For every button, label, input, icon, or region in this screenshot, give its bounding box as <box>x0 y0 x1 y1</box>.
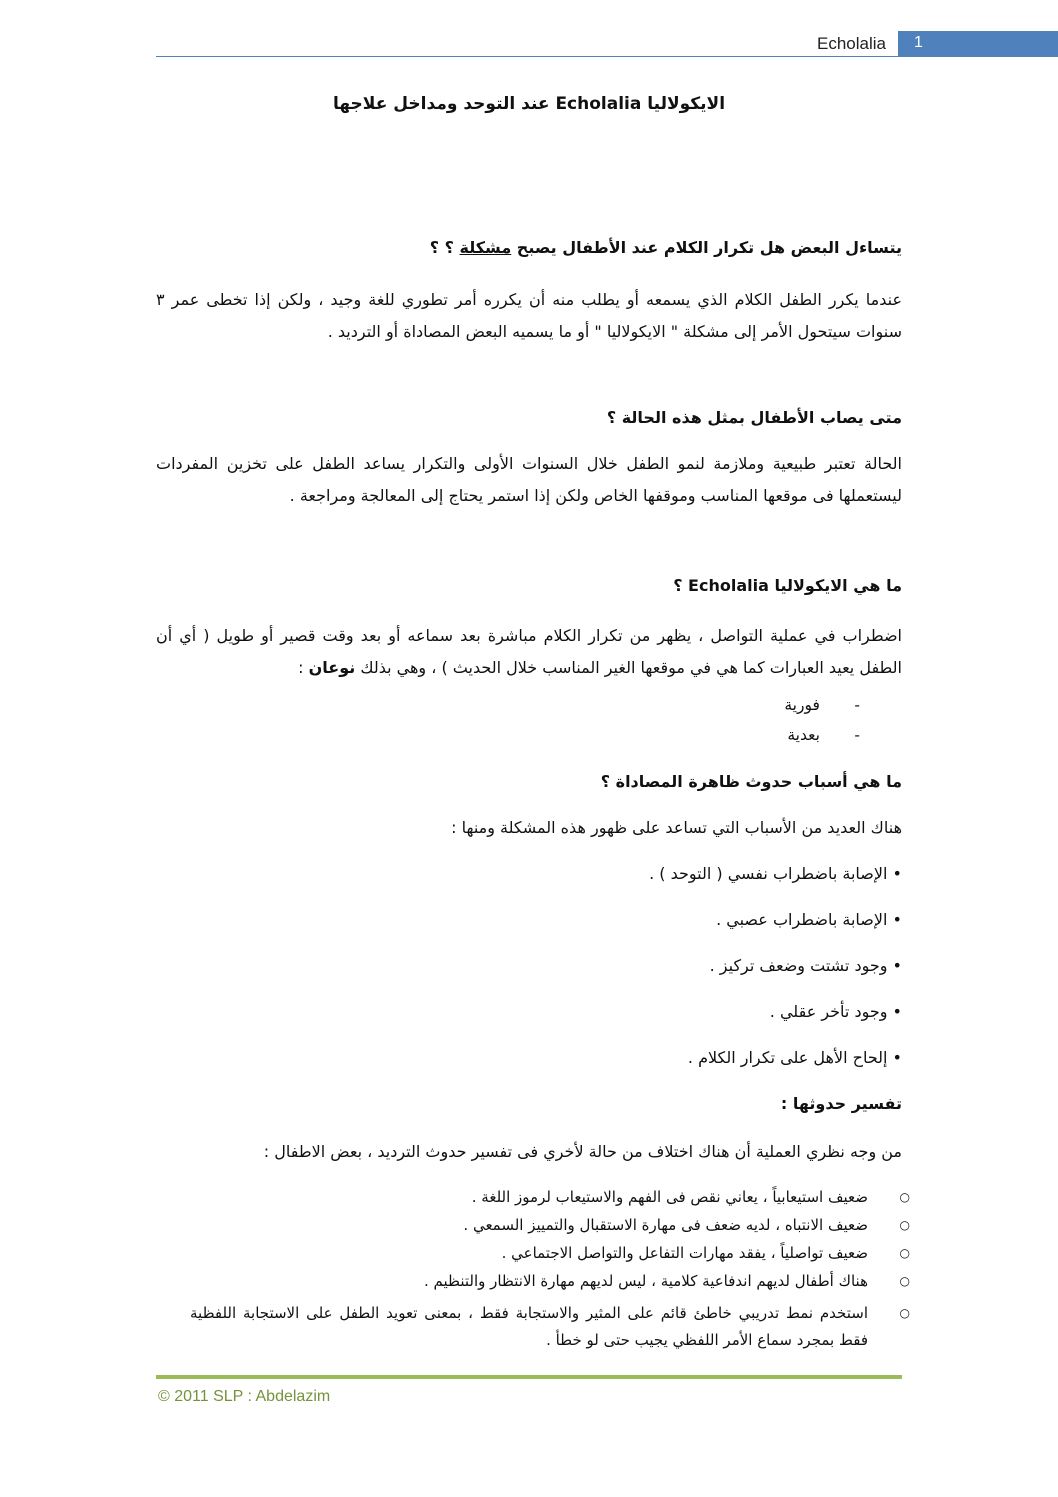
reason-text: استخدم نمط تدريبي خاطئ قائم على المثير والاستجابة فقط ، بمعنى تعويد الطفل على الاستجابة اللفظية فقط بمجرد سماع الأمر اللفظي يجيب حتى لو خطأ . <box>190 1304 868 1349</box>
document-title: الايكولاليا Echolalia عند التوحد ومداخل علاجها <box>332 94 726 114</box>
paragraph-5: من وجه نظري العملية أن هناك اختلاف من حالة لأخري فى تفسير حدوث الترديد ، بعض الاطفال : <box>263 1142 902 1161</box>
page-number: 1 <box>898 31 1058 57</box>
type-label-1: فورية <box>784 696 820 714</box>
paragraph-2: الحالة تعتبر طبيعية وملازمة لنمو الطفل خلال السنوات الأولى والتكرار يساعد الطفل على تخزين المفردات ليستعملها فى موقعها المناسب وموقفها الخاص ولكن إذا استمر يحتاج إلى المعالجة ومراجعة . <box>156 454 902 505</box>
list-item: • وجود تشتت وضعف تركيز . <box>709 956 902 975</box>
cause-text: وجود تأخر عقلي . <box>769 1002 888 1021</box>
cause-text: الإصابة باضطراب نفسي ( التوحد ) . <box>649 864 888 883</box>
type-label-2: بعدية <box>787 726 820 744</box>
circle-bullet-icon: ○ <box>899 1306 910 1320</box>
list-item: • وجود تأخر عقلي . <box>769 1002 902 1021</box>
list-item: - بعدية <box>787 726 860 744</box>
list-item <box>190 1184 910 1211</box>
question-heading-4: ما هي أسباب حدوث ظاهرة المصاداة ؟ <box>600 772 902 791</box>
circle-bullet-icon: ○ <box>899 1274 910 1288</box>
question-heading-3: ما هي الايكولاليا Echolalia ؟ <box>673 576 902 595</box>
paragraph-3-text: اضطراب في عملية التواصل ، يظهر من تكرار الكلام مباشرة بعد سماعه أو بعد وقت قصير أو طويل ( أي أن الطفل يعيد العبارات كما هي في موقعها الغير المناسب خلال الحديث ) ، وهي بذلك <box>156 626 902 677</box>
question-heading-2: متى يصاب الأطفال بمثل هذه الحالة ؟ <box>606 408 902 427</box>
paragraph-3 <box>156 620 902 684</box>
reason-text: هناك أطفال لديهم اندفاعية كلامية ، ليس لديهم مهارة الانتظار والتنظيم . <box>423 1272 868 1290</box>
paragraph-3-end: : <box>298 658 309 677</box>
question-1-text: يتساءل البعض هل تكرار الكلام عند الأطفال يصبح <box>511 238 902 257</box>
list-item <box>190 1268 910 1295</box>
question-1-end: ؟ ؟ <box>429 238 460 257</box>
reason-text: ضعيف استيعابياً ، يعاني نقص فى الفهم والاستيعاب لرموز اللغة . <box>471 1188 868 1206</box>
question-heading-5: تفسير حدوثها : <box>780 1094 902 1113</box>
list-item <box>190 1240 910 1267</box>
header-divider <box>156 56 898 57</box>
list-item: • الإصابة باضطراب عصبي . <box>716 910 902 929</box>
circle-bullet-icon: ○ <box>899 1218 910 1232</box>
list-item <box>190 1300 910 1354</box>
list-item: • الإصابة باضطراب نفسي ( التوحد ) . <box>649 864 902 883</box>
cause-text: وجود تشتت وضعف تركيز . <box>709 956 888 975</box>
circle-bullet-icon: ○ <box>899 1246 910 1260</box>
cause-text: الإصابة باضطراب عصبي . <box>716 910 888 929</box>
circle-bullet-icon: ○ <box>899 1190 910 1204</box>
footer-divider <box>156 1375 902 1379</box>
cause-text: إلحاح الأهل على تكرار الكلام . <box>687 1048 888 1067</box>
reason-text: ضعيف الانتباه ، لديه ضعف فى مهارة الاستقبال والتمييز السمعي . <box>463 1216 868 1234</box>
paragraph-3-bold: نوعان <box>308 658 356 677</box>
list-item <box>190 1212 910 1239</box>
paragraph-1: عندما يكرر الطفل الكلام الذي يسمعه أو يطلب منه أن يكرره أمر تطوري للغة وجيد ، ولكن إذا تخطى عمر ٣ سنوات سيتحول الأمر إلى مشكلة " الايكولاليا " أو ما يسميه البعض المصاداة أو الترديد . <box>156 290 902 341</box>
reason-text: ضعيف تواصلياً ، يفقد مهارات التفاعل والتواصل الاجتماعي . <box>501 1244 868 1262</box>
list-item: • إلحاح الأهل على تكرار الكلام . <box>687 1048 902 1067</box>
question-heading-1 <box>430 238 902 257</box>
list-item: - فورية <box>784 696 860 714</box>
paragraph-4: هناك العديد من الأسباب التي تساعد على ظهور هذه المشكلة ومنها : <box>451 818 902 837</box>
footer-copyright: © 2011 SLP : Abdelazim <box>158 1388 331 1405</box>
running-header-title: Echolalia <box>817 34 886 53</box>
question-1-underlined: مشكلة <box>459 238 512 257</box>
